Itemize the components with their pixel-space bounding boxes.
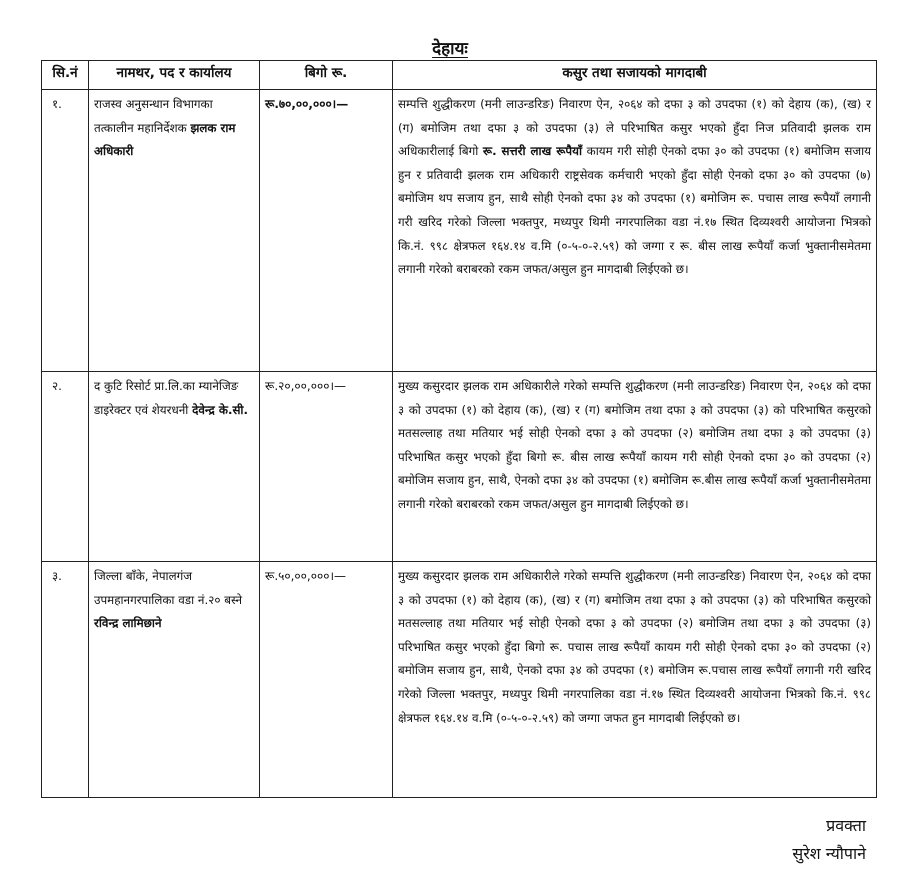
charges-text: मुख्य कसुरदार झलक राम अधिकारीले गरेको सम्पत्ति शुद्धीकरण (मनी लाउन्डरिङ) निवारण ऐन, २०६४ को दफा ३ को उपदफा (१) को देहाय (क), (ख) र (ग) बमोजिम तथा दफा ३ को उपदफा (३) को परिभाषित कसुरको मतसल्लाह तथा मतियार भई सोही ऐनको दफा ३ को उपदफा (२) बमोजिम तथा दफा ३ को उपदफा (३) परिभाषित कसुर भएको हुँदा बिगो रू. बीस लाख रूपैयाँ कायम गरी सोही ऐनको दफा ३० को उपदफा (२) बमोजिम सजाय हुन, साथै, ऐनको दफा ३४ को उपदफा (१) बमोजिम रू.बीस लाख रूपैयाँ कर्जा भुक्तानीसमेतमा लगानी गरेको बराबरको रकम जफत/असुल हुन मागदाबी लिईएको छ।	[398, 379, 871, 511]
person-name: झलक राम अधिकारी	[94, 120, 236, 159]
charges-text: सम्पत्ति शुद्धीकरण (मनी लाउन्डरिङ) निवारण ऐन, २०६४ को दफा ३ को उपदफा (१) को देहाय (क), (ख) र (ग) बमोजिम तथा दफा ३ को उपदफा (३) ले परिभाषित कसुर भएको हुँदा निज प्रतिवादी झलक राम अधिकारीलाई बिगो	[398, 97, 871, 159]
serial-number: १.	[42, 90, 89, 372]
charges-text-continued: कायम गरी सोही ऐनको दफा ३० को उपदफा (१) बमोजिम सजाय हुन र प्रतिवादी झलक राम अधिकारी राष्ट्रसेवक कर्मचारी भएको हुँदा सोही ऐनको दफा ३० को उपदफा (७) बमोजिम थप सजाय हुन, साथै सोही ऐनको दफा ३४ को उपदफा (१) बमोजिम रू. पचास लाख रूपैयाँ लगानी गरी खरिद गरेको जिल्ला भक्तपुर, मध्यपुर थिमी नगरपालिका वडा नं.१७ स्थित दिव्यश्वरी आयोजना भित्रको कि.नं. ९९८ क्षेत्रफल १६४.१४ व.मि (०-५-०-२.५९) को जग्गा र रू. बीस लाख रूपैयाँ कर्जा भुक्तानीसमेतमा लगानी गरेको बराबरको रकम जफत/असुल हुन मागदाबी लिईएको छ।	[398, 144, 872, 277]
header-amount: बिगो रू.	[260, 61, 393, 90]
heading-text: देहायः	[432, 39, 468, 59]
table-row	[42, 372, 877, 562]
charges-highlight: रू. सत्तरी लाख रूपैयाँ	[482, 144, 582, 159]
amount-cell: रू.७०,००,०००।—	[260, 90, 393, 372]
document-heading	[0, 36, 900, 59]
table-row	[42, 90, 877, 372]
person-name: देवेन्द्र के.सी.	[192, 402, 248, 417]
signatory-title: प्रवक्ता	[826, 816, 866, 835]
person-description: द कुटि रिसोर्ट प्रा.लि.का म्यानेजिङ डाइरेक्टर एवं शेयरधनी	[94, 379, 239, 417]
person-description: जिल्ला बाँके, नेपालगंज उपमहानगरपालिका वडा नं.२० बस्ने	[94, 569, 243, 607]
person-cell	[89, 90, 260, 372]
signature-block	[792, 812, 866, 868]
serial-number: २.	[42, 372, 89, 562]
header-charges: कसुर तथा सजायको मागदाबी	[393, 61, 877, 90]
charges-cell	[393, 562, 877, 798]
charges-text: मुख्य कसुरदार झलक राम अधिकारीले गरेको सम्पत्ति शुद्धीकरण (मनी लाउन्डरिङ) निवारण ऐन, २०६४ को दफा ३ को उपदफा (१) को देहाय (क), (ख) र (ग) बमोजिम तथा दफा ३ को उपदफा (३) को परिभाषित कसुरको मतसल्लाह तथा मतियार भई सोही ऐनको दफा ३ को उपदफा (२) बमोजिम तथा दफा ३ को उपदफा (३) परिभाषित कसुर भएको हुँदा बिगो रू. पचास लाख रूपैयाँ कायम गरी सोही ऐनको दफा ३० को उपदफा (२) बमोजिम सजाय हुन, साथै, ऐनको दफा ३४ को उपदफा (१) बमोजिम रू.पचास लाख रूपैयाँ लगानी गरी खरिद गरेको जिल्ला भक्तपुर, मध्यपुर थिमी नगरपालिका वडा नं.१७ स्थित दिव्यश्वरी आयोजना भित्रको कि.नं. ९९८ क्षेत्रफल १६४.१४ व.मि (०-५-०-२.५९) को जग्गा जफत हुन मागदाबी लिईएको छ।	[398, 569, 871, 725]
person-description: राजस्व अनुसन्धान विभागका तत्कालीन महानिर्देशक	[94, 97, 213, 135]
table-header-row	[42, 61, 877, 90]
charges-cell	[393, 90, 877, 372]
person-cell	[89, 562, 260, 798]
amount-cell: रू.२०,००,०००।—	[260, 372, 393, 562]
person-name: रविन्द्र लामिछाने	[94, 616, 162, 631]
header-serial: सि.नं	[42, 61, 89, 90]
header-name: नामथर, पद र कार्यालय	[89, 61, 260, 90]
charges-table	[41, 60, 877, 798]
charges-cell	[393, 372, 877, 562]
table-row	[42, 562, 877, 798]
person-cell	[89, 372, 260, 562]
amount-cell: रू.५०,००,०००।—	[260, 562, 393, 798]
serial-number: ३.	[42, 562, 89, 798]
signatory-name: सुरेश न्यौपाने	[792, 844, 866, 863]
